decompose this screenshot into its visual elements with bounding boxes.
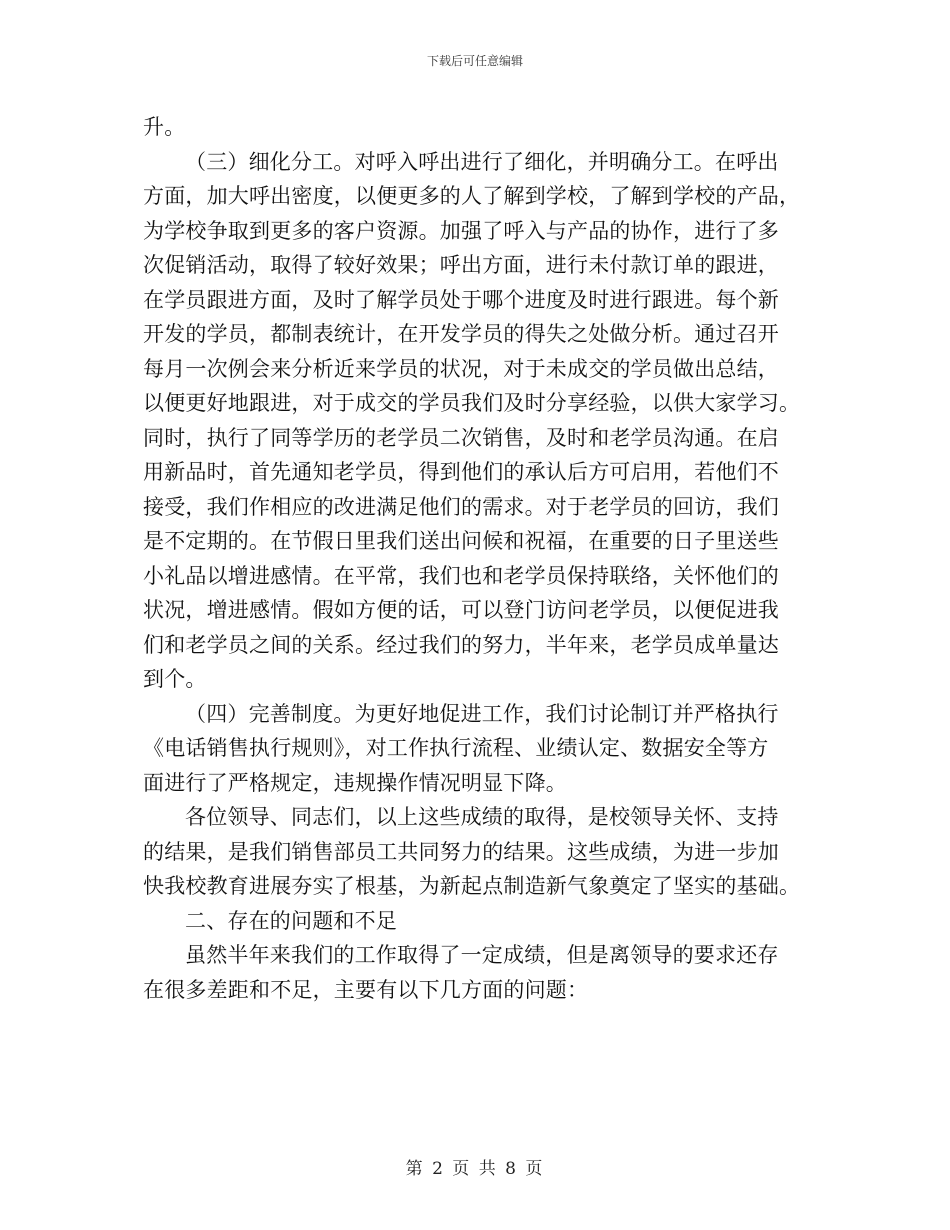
body-line: 小礼品以增进感情。在平常，我们也和老学员保持联络，关怀他们的 — [143, 563, 779, 588]
body-line: 各位领导、同志们，以上这些成绩的取得，是校领导关怀、支持 — [185, 805, 779, 829]
body-line: 在很多差距和不足，主要有以下几方面的问题： — [143, 977, 589, 1002]
body-line: 虽然半年来我们的工作取得了一定成绩，但是离领导的要求还存 — [185, 943, 779, 967]
body-line: 每月一次例会来分析近来学员的状况，对于未成交的学员做出总结， — [143, 356, 779, 381]
body-line: （四）完善制度。为更好地促进工作，我们讨论制订并严格执行 — [185, 701, 779, 726]
body-line: 开发的学员，都制表统计，在开发学员的得失之处做分析。通过召开 — [143, 322, 779, 346]
body-line: 到个。 — [143, 667, 207, 691]
body-line: 二、存在的问题和不足 — [185, 908, 397, 933]
body-line: 以便更好地跟进，对于成交的学员我们及时分享经验，以供大家学习。 — [143, 391, 801, 415]
body-line: 同时，执行了同等学历的老学员二次销售，及时和老学员沟通。在启 — [143, 425, 779, 450]
document-body — [143, 110, 809, 1007]
body-line: 们和老学员之间的关系。经过我们的努力，半年来，老学员成单量达 — [143, 632, 779, 657]
body-line: 方面，加大呼出密度，以便更多的人了解到学校，了解到学校的产品， — [143, 184, 801, 208]
body-line: 为学校争取到更多的客户资源。加强了呼入与产品的协作，进行了多 — [143, 218, 779, 243]
page-header: 下载后可任意编辑 — [426, 54, 523, 68]
body-line: 的结果，是我们销售部员工共同努力的结果。这些成绩，为进一步加 — [143, 839, 779, 864]
body-line: 在学员跟进方面，及时了解学员处于哪个进度及时进行跟进。每个新 — [143, 287, 779, 312]
body-line: 用新品时，首先通知老学员，得到他们的承认后方可启用，若他们不 — [143, 460, 779, 484]
body-line: 升。 — [143, 115, 186, 139]
page-footer: 第 2 页 共 8 页 — [405, 1159, 545, 1179]
body-line: 状况，增进感情。假如方便的话，可以登门访问老学员，以便促进我 — [143, 598, 779, 622]
body-line: 《电话销售执行规则》，对工作执行流程、业绩认定、数据安全等方 — [143, 736, 769, 760]
body-line: 是不定期的。在节假日里我们送出问候和祝福，在重要的日子里送些 — [143, 529, 779, 553]
body-line: 面进行了严格规定，违规操作情况明显下降。 — [143, 770, 567, 795]
body-line: 次促销活动，取得了较好效果；呼出方面，进行未付款订单的跟进， — [143, 253, 779, 277]
body-line: 快我校教育进展夯实了根基，为新起点制造新气象奠定了坚实的基础。 — [143, 874, 801, 898]
body-line: 接受，我们作相应的改进满足他们的需求。对于老学员的回访，我们 — [143, 494, 779, 519]
body-line: （三）细化分工。对呼入呼出进行了细化，并明确分工。在呼出 — [185, 149, 779, 174]
